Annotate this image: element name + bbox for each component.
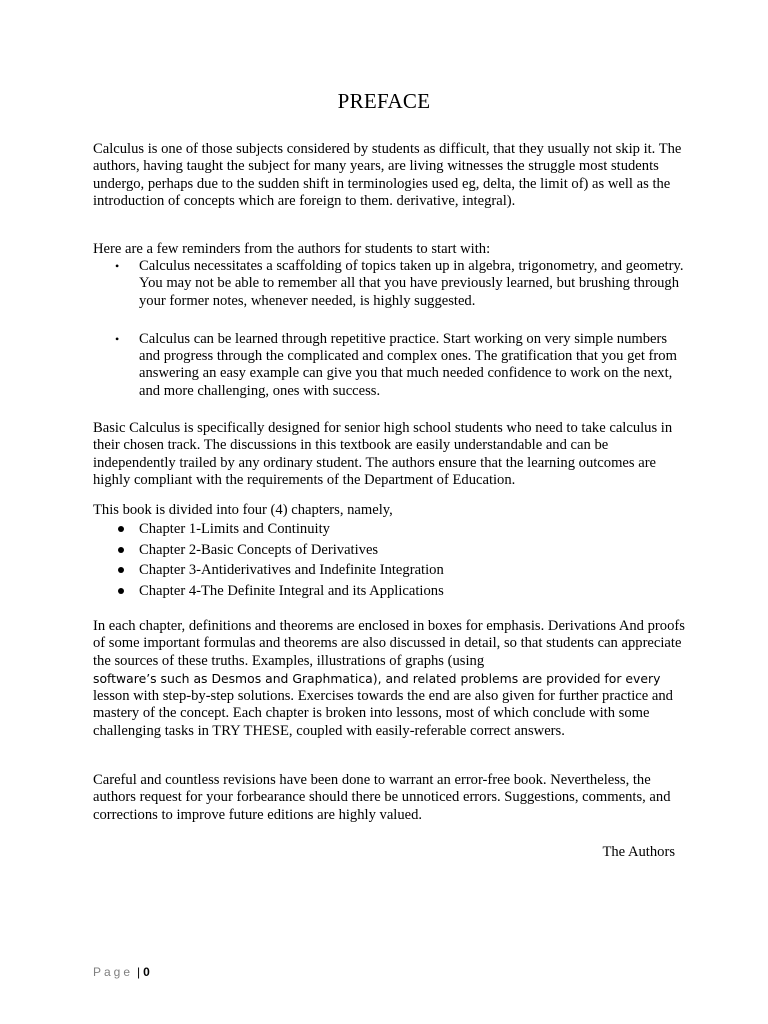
list-item	[93, 521, 685, 542]
page-label: Page	[93, 965, 134, 979]
signature: The Authors	[602, 844, 675, 860]
bullet-icon: •	[115, 331, 120, 346]
reminder-text: Calculus necessitates a scaffolding of topics taken up in algebra, trigonometry, and geometry. You may not be able to remember all that you have previously learned, but brushing through your former notes, whenever needed, is highly suggested.	[139, 258, 684, 309]
list-item	[93, 542, 685, 563]
page-number: 0	[143, 965, 150, 979]
chapter-text: Chapter 3-Antiderivatives and Indefinite Integration	[139, 562, 444, 578]
reminder-text: Calculus can be learned through repetitive practice. Start working on very simple numbers and progress through the complicated and complex ones. The gratification that you get from answering an easy example can give you that much needed confidence to work on the next, and more challenging, ones with success.	[139, 330, 677, 399]
bullet-dot-icon	[118, 567, 124, 573]
list-item	[93, 258, 685, 310]
reminders-intro: Here are a few reminders from the authors for students to start with:	[93, 241, 491, 257]
course-description-paragraph: Basic Calculus is specifically designed for senior high school students who need to take calculus in their chosen track. The discussions in this textbook are easily understandable and can be independently trailed by any ordinary student. The authors ensure that the learning outcomes are highly compliant with the requirements of the Department of Education.	[93, 420, 673, 488]
chapters-intro: This book is divided into four (4) chapters, namely,	[93, 502, 393, 518]
list-item	[93, 583, 685, 604]
footer-separator: |	[137, 965, 141, 979]
chapter-text: Chapter 4-The Definite Integral and its Applications	[139, 582, 444, 599]
reminders-list	[93, 258, 685, 400]
chapter-text: Chapter 2-Basic Concepts of Derivatives	[139, 541, 379, 558]
list-item	[93, 562, 685, 583]
features-text-part-2: software’s such as Desmos and Graphmatica), and related problems are provided for every	[93, 670, 661, 686]
chapters-list	[93, 521, 685, 603]
revisions-paragraph: Careful and countless revisions have been done to warrant an error-free book. Nevertheless, the authors request for your forbearance should there be unnoticed errors. Suggestions, comments, and corrections to improve future editions are highly valued.	[93, 772, 671, 823]
chapter-text: Chapter 1-Limits and Continuity	[139, 521, 330, 537]
bullet-icon: •	[115, 259, 120, 273]
page-footer	[93, 965, 150, 979]
list-item	[93, 331, 685, 400]
intro-paragraph: Calculus is one of those subjects considered by students as difficult, that they usually not skip it. The authors, having taught the subject for many years, are living witnesses the struggle most students undergo, perhaps due to the sudden shift in terminologies used eg, delta, the limit of) as well as the introduction of concepts which are foreign to them. derivative, integral).	[93, 141, 682, 209]
features-text-part-1: In each chapter, definitions and theorems are enclosed in boxes for emphasis. Derivations And proofs of some important formulas and theorems are also discussed in detail, so that students can appreciate the sources of these truths. Examples, illustrations of graphs (using	[93, 618, 685, 669]
bullet-dot-icon	[118, 526, 124, 532]
page-title: PREFACE	[337, 89, 431, 113]
chapter-features-paragraph	[93, 618, 685, 740]
bullet-dot-icon	[118, 547, 124, 553]
features-text-part-3: lesson with step-by-step solutions. Exercises towards the end are also given for further practice and mastery of the concept. Each chapter is broken into lessons, most of which conclude with some challenging tasks in TRY THESE, coupled with easily-referable correct answers.	[93, 688, 673, 739]
bullet-dot-icon	[118, 588, 124, 594]
